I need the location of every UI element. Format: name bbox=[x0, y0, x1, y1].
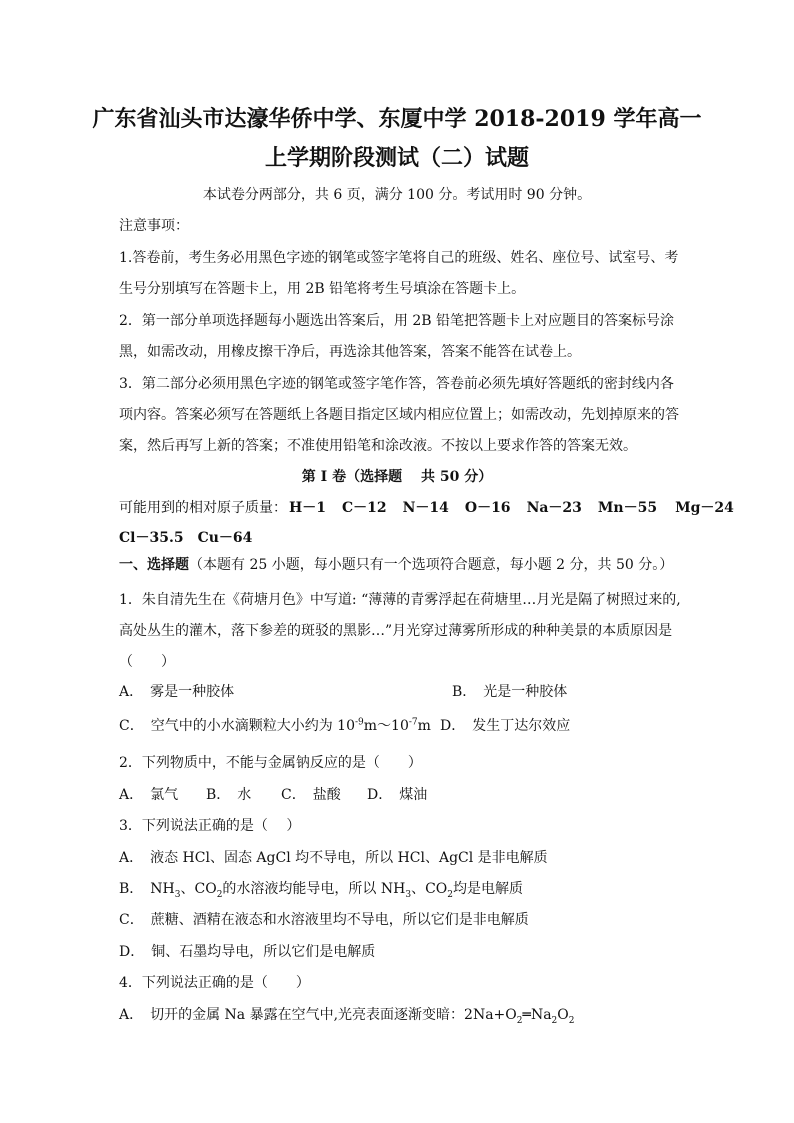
q3-option-d: D． 铜、石墨均导电，所以它们是电解质 bbox=[119, 944, 376, 960]
q2-option-a: A． 氯气 bbox=[119, 787, 179, 803]
atomic-mass-prefix: 可能用到的相对原子质量： bbox=[119, 500, 287, 516]
q1-option-d: D． 发生丁达尔效应 bbox=[440, 718, 571, 734]
notice-line: 3．第二部分必须用黑色字迹的钢笔或签字笔作答，答卷前必须先填好答题纸的密封线内各 bbox=[119, 376, 674, 392]
q3-option-b-subscript: 3 bbox=[174, 889, 181, 900]
q1-option-c-text: C． 空气中的小水滴颗粒大小约为 10 bbox=[119, 718, 355, 734]
q1-stem-line-1: 1．朱自清先生在《荷塘月色》中写道: “薄薄的青雾浮起在荷塘里…月光是隔了树照过来的, bbox=[119, 592, 681, 608]
q4-option-a-text: A． 切开的金属 Na 暴露在空气中,光亮表面逐渐变暗：2Na+O bbox=[119, 1007, 517, 1023]
atomic-mass-item: Na－23 bbox=[526, 500, 582, 516]
q1-stem-line-2: 高处丛生的灌木，落下参差的斑驳的黑影…”月光穿过薄雾所形成的种种美景的本质原因是 bbox=[119, 623, 673, 639]
q3-option-b-text: 、CO bbox=[180, 881, 217, 897]
q1-stem-line-3: （ ） bbox=[119, 654, 175, 670]
q3-option-b-text: B． NH bbox=[119, 881, 175, 897]
notice-line: 项内容。答案必须写在答题纸上各题目指定区域内相应位置上；如需改动，先划掉原来的答 bbox=[119, 407, 679, 423]
q3-option-b-text: 的水溶液均能导电，所以 NH bbox=[222, 881, 406, 897]
part1-desc: （本题有 25 小题，每小题只有一个选项符合题意，每小题 2 分，共 50 分。） bbox=[189, 557, 674, 573]
q1-option-c-text: m bbox=[417, 718, 431, 734]
atomic-mass-item: C－12 bbox=[341, 500, 387, 516]
atomic-mass-item: Mn－55 bbox=[597, 500, 658, 516]
q4-option-a-subscript: 2 bbox=[551, 1015, 558, 1026]
q2-option-d: D． 煤油 bbox=[367, 787, 428, 803]
q1-option-c-exponent: -9 bbox=[354, 717, 364, 728]
notice-line: 生号分别填写在答题卡上，用 2B 铅笔将考生号填涂在答题卡上。 bbox=[119, 281, 526, 297]
q1-option-c-text: m～10 bbox=[363, 718, 409, 734]
exam-subtitle: 本试卷分两部分，共 6 页，满分 100 分。考试用时 90 分钟。 bbox=[202, 187, 592, 203]
q3-option-b-subscript: 2 bbox=[447, 889, 454, 900]
q3-option-b-text: 均是电解质 bbox=[453, 881, 524, 897]
q4-option-a-subscript: 2 bbox=[568, 1015, 575, 1026]
q3-option-b-subscript: 3 bbox=[405, 889, 412, 900]
q2-stem: 2．下列物质中，不能与金属钠反应的是（ ） bbox=[119, 755, 422, 771]
section-title: 第 I 卷（选择题 共 50 分） bbox=[301, 469, 493, 485]
q4-option-a-subscript: 2 bbox=[516, 1015, 523, 1026]
atomic-mass-item: Mg－24 bbox=[675, 500, 734, 516]
title-line-1: 广东省汕头市达濠华侨中学、东厦中学 2018-2019 学年高一 bbox=[92, 106, 702, 132]
q1-option-c-exponent: -7 bbox=[408, 717, 418, 728]
part1-header bbox=[119, 555, 673, 575]
atomic-mass-item: N－14 bbox=[402, 500, 449, 516]
q3-option-b bbox=[119, 879, 523, 899]
q3-stem: 3．下列说法正确的是（ ） bbox=[119, 818, 301, 834]
q2-option-c: C． 盐酸 bbox=[281, 787, 341, 803]
atomic-mass-item: Cu－64 bbox=[197, 530, 253, 546]
q4-option-a bbox=[119, 1005, 575, 1025]
notice-line: 案，然后再写上新的答案；不准使用铅笔和涂改液。不按以上要求作答的答案无效。 bbox=[119, 438, 637, 454]
atomic-mass-item: O－16 bbox=[464, 500, 511, 516]
q3-option-a: A． 液态 HCl、固态 AgCl 均不导电，所以 HCl、AgCl 是非电解质 bbox=[119, 850, 548, 866]
atomic-mass-line-2 bbox=[119, 528, 252, 548]
q3-option-c: C． 蔗糖、酒精在液态和水溶液里均不导电，所以它们是非电解质 bbox=[119, 912, 529, 928]
part1-heading: 一、选择题 bbox=[119, 557, 189, 573]
notice-line: 黑，如需改动，用橡皮擦干净后，再选涂其他答案，答案不能答在试卷上。 bbox=[119, 344, 581, 360]
q4-stem: 4．下列说法正确的是（ ） bbox=[119, 975, 310, 991]
q2-option-b: B． 水 bbox=[206, 787, 252, 803]
title-line-2: 上学期阶段测试（二）试题 bbox=[264, 145, 529, 171]
q1-option-a: A． 雾是一种胶体 bbox=[119, 684, 235, 700]
q4-option-a-text: O bbox=[557, 1007, 569, 1023]
q4-option-a-text: ═Na bbox=[522, 1007, 552, 1023]
notice-line: 1.答卷前，考生务必用黑色字迹的钢笔或签字笔将自己的班级、姓名、座位号、试室号、考 bbox=[119, 250, 679, 266]
q1-option-c bbox=[119, 716, 431, 736]
q3-option-b-text: 、CO bbox=[411, 881, 448, 897]
notice-line: 2．第一部分单项选择题每小题选出答案后，用 2B 铅笔把答题卡上对应题目的答案标号涂 bbox=[119, 313, 675, 329]
atomic-mass-item: Cl－35.5 bbox=[119, 530, 184, 546]
q3-option-b-subscript: 2 bbox=[216, 889, 223, 900]
atomic-mass-item: H－1 bbox=[289, 500, 326, 516]
q1-option-b: B． 光是一种胶体 bbox=[452, 684, 568, 700]
atomic-mass-line bbox=[119, 498, 734, 518]
notice-heading: 注意事项： bbox=[119, 218, 189, 234]
